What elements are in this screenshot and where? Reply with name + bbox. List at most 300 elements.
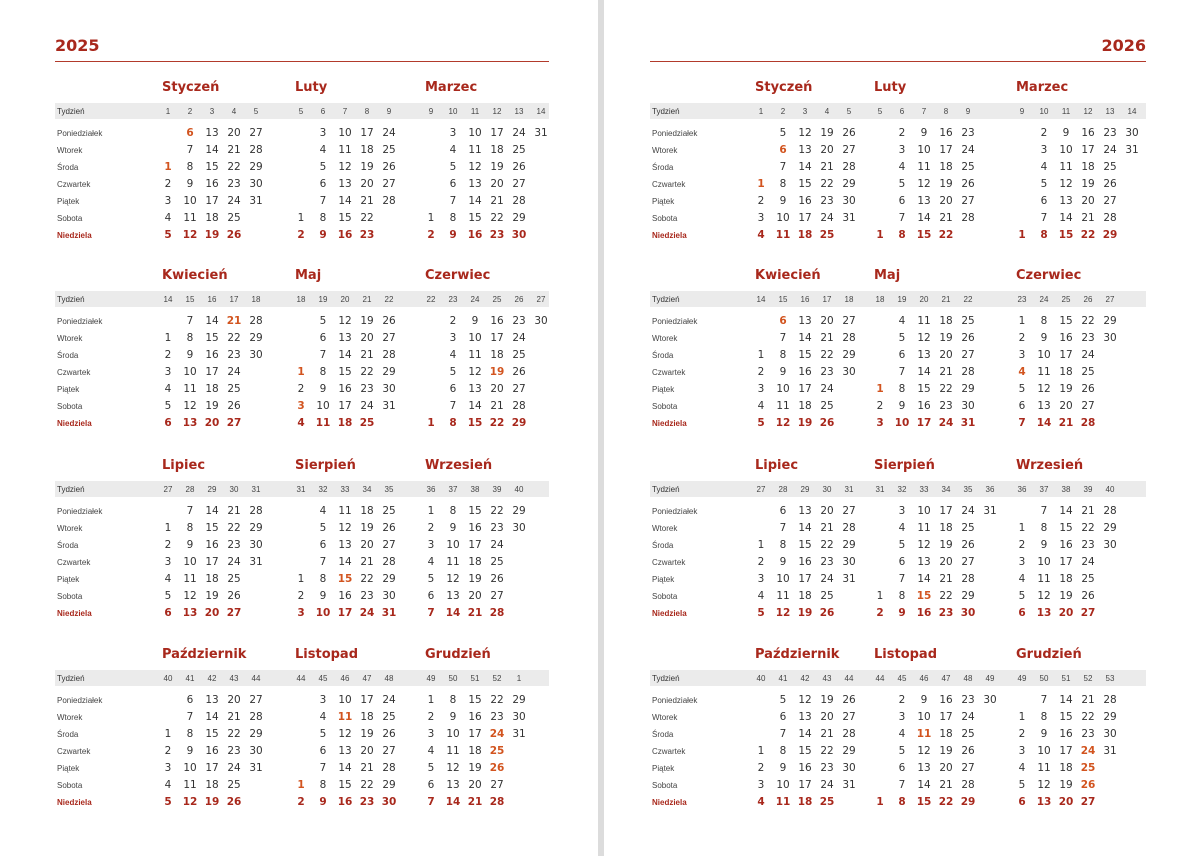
day-cell: 26 [961, 539, 975, 551]
week-number: 24 [470, 295, 480, 304]
day-cell: 30 [1103, 539, 1117, 551]
day-cell: 18 [468, 745, 482, 757]
day-cell: 30 [382, 590, 396, 602]
day-cell: 8 [1040, 315, 1048, 327]
day-cell: 11 [1037, 573, 1051, 585]
day-cell: 17 [490, 332, 504, 344]
day-cell: 4 [898, 161, 906, 173]
day-cell: 23 [359, 796, 375, 808]
day-cell: 27 [961, 762, 975, 774]
day-cell: 24 [227, 366, 241, 378]
week-number: 50 [448, 674, 458, 683]
day-cell: 23 [227, 745, 241, 757]
week-number: 36 [985, 485, 995, 494]
day-cell: 5 [1018, 779, 1026, 791]
day-cell: 10 [315, 607, 331, 619]
day-cell: 29 [512, 505, 526, 517]
month-name: Listopad [295, 647, 359, 662]
day-cell: 11 [468, 144, 482, 156]
day-cell: 2 [297, 383, 305, 395]
day-cell: 12 [1037, 383, 1051, 395]
day-cell: 19 [204, 796, 220, 808]
day-cell: 25 [382, 144, 396, 156]
day-cell: 20 [360, 745, 374, 757]
day-cell: 3 [757, 383, 765, 395]
day-cell: 8 [449, 505, 457, 517]
day-cell: 23 [820, 366, 834, 378]
day-cell: 22 [360, 779, 374, 791]
day-cell: 3 [876, 417, 884, 429]
day-cell: 28 [842, 161, 856, 173]
day-cell: 21 [939, 573, 953, 585]
week-number: 22 [426, 295, 436, 304]
day-cell: 25 [961, 161, 975, 173]
day-cell: 5 [1018, 590, 1026, 602]
day-cell: 28 [842, 522, 856, 534]
week-number: 42 [207, 674, 217, 683]
day-cell: 24 [820, 779, 834, 791]
day-cell: 18 [360, 711, 374, 723]
day-cell: 5 [319, 161, 327, 173]
day-cell: 12 [338, 315, 352, 327]
week-number: 41 [778, 674, 788, 683]
day-cell: 20 [360, 178, 374, 190]
day-cell: 30 [512, 711, 526, 723]
day-cell: 13 [446, 590, 460, 602]
day-cell: 2 [1018, 332, 1026, 344]
day-cell: 31 [381, 607, 397, 619]
day-cell: 25 [1103, 161, 1117, 173]
day-cell: 22 [820, 178, 834, 190]
day-cell: 19 [468, 762, 482, 774]
day-cell: 21 [1081, 505, 1095, 517]
weekday-label: Poniedziałek [57, 317, 103, 326]
day-cell: 22 [938, 229, 954, 241]
month-name: Kwiecień [162, 268, 228, 283]
day-cell: 17 [337, 607, 353, 619]
week-number: 37 [1039, 485, 1049, 494]
day-cell: 13 [182, 417, 198, 429]
day-cell: 25 [490, 556, 504, 568]
day-cell: 11 [1037, 366, 1051, 378]
day-cell: 5 [779, 127, 787, 139]
day-cell: 16 [468, 711, 482, 723]
week-number: 47 [362, 674, 372, 683]
day-cell: 13 [798, 315, 812, 327]
day-cell: 15 [798, 349, 812, 361]
day-cell: 16 [490, 315, 504, 327]
day-cell: 5 [164, 229, 172, 241]
week-number: 9 [386, 107, 392, 116]
weekday-label: Piątek [652, 764, 675, 773]
day-cell: 27 [842, 144, 856, 156]
week-number: 43 [229, 674, 239, 683]
day-cell: 17 [798, 779, 812, 791]
day-cell: 29 [961, 383, 975, 395]
day-cell: 19 [360, 728, 374, 740]
day-cell: 18 [798, 590, 812, 602]
day-cell: 17 [1059, 556, 1073, 568]
day-cell: 27 [490, 590, 504, 602]
day-cell: 16 [798, 556, 812, 568]
day-cell: 28 [382, 556, 396, 568]
day-cell: 12 [1059, 178, 1073, 190]
day-cell: 1 [757, 349, 765, 361]
day-cell: 23 [227, 539, 241, 551]
day-cell: 29 [249, 522, 263, 534]
day-cell: 22 [227, 522, 241, 534]
week-number: 3 [209, 107, 215, 116]
weekday-label: Wtorek [652, 713, 678, 722]
day-cell: 22 [489, 417, 505, 429]
day-cell: 3 [757, 779, 765, 791]
day-cell: 7 [898, 366, 906, 378]
day-cell: 25 [382, 505, 396, 517]
week-number: 21 [941, 295, 951, 304]
month-name: Styczeń [162, 80, 220, 95]
day-cell: 30 [249, 539, 263, 551]
day-cell: 10 [1037, 745, 1051, 757]
week-number: 6 [320, 107, 326, 116]
day-cell: 5 [427, 573, 435, 585]
week-number: 3 [802, 107, 808, 116]
day-cell: 21 [360, 195, 374, 207]
day-cell: 4 [164, 779, 172, 791]
day-cell: 8 [1040, 522, 1048, 534]
weekday-label: Czwartek [57, 180, 91, 189]
weekday-label: Czwartek [652, 558, 686, 567]
day-cell: 8 [898, 590, 906, 602]
day-cell: 25 [819, 796, 835, 808]
day-cell: 8 [449, 212, 457, 224]
day-cell: 24 [382, 694, 396, 706]
week-number: 32 [897, 485, 907, 494]
week-number: 22 [963, 295, 973, 304]
day-cell: 17 [1059, 349, 1073, 361]
day-cell: 25 [512, 349, 526, 361]
day-cell: 18 [1059, 573, 1073, 585]
day-cell: 22 [939, 590, 953, 602]
day-cell: 27 [226, 417, 242, 429]
month-name: Luty [874, 80, 907, 95]
day-cell: 7 [186, 315, 194, 327]
day-cell: 12 [917, 539, 931, 551]
day-cell: 21 [1058, 417, 1074, 429]
day-cell: 29 [512, 212, 526, 224]
day-cell: 21 [467, 796, 483, 808]
day-cell: 16 [939, 694, 953, 706]
week-number: 48 [963, 674, 973, 683]
day-cell: 13 [182, 607, 198, 619]
day-cell: 31 [842, 779, 856, 791]
weekday-label: Czwartek [57, 747, 91, 756]
month-name: Lipiec [755, 458, 799, 473]
day-cell: 13 [1036, 796, 1052, 808]
day-cell: 21 [227, 144, 241, 156]
day-cell: 20 [939, 195, 953, 207]
month-name: Wrzesień [425, 458, 493, 473]
day-cell: 5 [319, 728, 327, 740]
day-cell: 11 [183, 573, 197, 585]
day-cell: 27 [961, 349, 975, 361]
day-cell: 23 [360, 590, 374, 602]
day-cell: 22 [939, 383, 953, 395]
week-number: 44 [875, 674, 885, 683]
day-cell: 29 [249, 332, 263, 344]
day-cell: 30 [249, 745, 263, 757]
day-cell: 31 [842, 573, 856, 585]
day-cell: 29 [1103, 315, 1117, 327]
day-cell: 19 [1059, 590, 1073, 602]
day-cell: 24 [489, 728, 505, 740]
week-number: 28 [185, 485, 195, 494]
day-cell: 2 [1018, 539, 1026, 551]
day-cell: 27 [1103, 195, 1117, 207]
day-cell: 29 [842, 539, 856, 551]
day-cell: 11 [916, 728, 932, 740]
week-number: 45 [318, 674, 328, 683]
day-cell: 28 [842, 332, 856, 344]
weekday-label: Wtorek [652, 146, 678, 155]
day-cell: 14 [917, 366, 931, 378]
week-number: 50 [1039, 674, 1049, 683]
week-number: 23 [448, 295, 458, 304]
day-cell: 9 [920, 127, 928, 139]
day-cell: 28 [382, 195, 396, 207]
weekday-label: Poniedziałek [57, 129, 103, 138]
day-cell: 26 [226, 229, 242, 241]
day-cell: 28 [249, 711, 263, 723]
day-cell: 2 [427, 522, 435, 534]
day-cell: 2 [164, 745, 172, 757]
day-cell: 27 [382, 745, 396, 757]
day-cell: 24 [382, 127, 396, 139]
week-number: 9 [965, 107, 971, 116]
day-cell: 5 [319, 522, 327, 534]
divider-rule [55, 61, 549, 62]
weekday-label: Niedziela [652, 231, 687, 240]
day-cell: 3 [898, 711, 906, 723]
day-cell: 15 [1058, 229, 1074, 241]
day-cell: 9 [186, 745, 194, 757]
week-number: 13 [1105, 107, 1115, 116]
month-name: Czerwiec [1016, 268, 1082, 283]
week-label: Tydzień [652, 485, 680, 494]
day-cell: 4 [1040, 161, 1048, 173]
week-label: Tydzień [57, 107, 85, 116]
day-cell: 18 [798, 400, 812, 412]
day-cell: 6 [779, 315, 787, 327]
day-cell: 5 [427, 762, 435, 774]
day-cell: 1 [427, 417, 435, 429]
day-cell: 1 [757, 178, 765, 190]
day-cell: 23 [820, 762, 834, 774]
day-cell: 16 [205, 745, 219, 757]
day-cell: 10 [446, 539, 460, 551]
month-name: Luty [295, 80, 328, 95]
day-cell: 10 [917, 711, 931, 723]
weekday-label: Wtorek [57, 713, 83, 722]
week-number: 49 [985, 674, 995, 683]
day-cell: 19 [490, 161, 504, 173]
day-cell: 17 [798, 573, 812, 585]
week-number: 17 [822, 295, 832, 304]
week-number: 33 [340, 485, 350, 494]
day-cell: 7 [779, 728, 787, 740]
weekday-label: Czwartek [57, 558, 91, 567]
week-number: 29 [800, 485, 810, 494]
day-cell: 12 [798, 127, 812, 139]
day-cell: 11 [183, 212, 197, 224]
day-cell: 23 [360, 383, 374, 395]
weekday-label: Piątek [57, 197, 80, 206]
weekday-label: Sobota [652, 592, 678, 601]
day-cell: 8 [779, 745, 787, 757]
day-cell: 10 [1059, 144, 1073, 156]
day-cell: 26 [842, 127, 856, 139]
week-number: 23 [1017, 295, 1027, 304]
day-cell: 8 [319, 573, 327, 585]
week-number: 31 [875, 485, 885, 494]
day-cell: 7 [319, 195, 327, 207]
week-number: 18 [251, 295, 261, 304]
day-cell: 26 [227, 400, 241, 412]
day-cell: 26 [382, 522, 396, 534]
day-cell: 7 [449, 400, 457, 412]
day-cell: 29 [960, 796, 976, 808]
day-cell: 2 [297, 796, 305, 808]
week-number: 15 [185, 295, 195, 304]
day-cell: 28 [1080, 417, 1096, 429]
day-cell: 29 [1103, 711, 1117, 723]
day-cell: 20 [939, 762, 953, 774]
day-cell: 14 [205, 711, 219, 723]
day-cell: 15 [205, 332, 219, 344]
day-cell: 11 [776, 400, 790, 412]
day-cell: 6 [1040, 195, 1048, 207]
weekday-label: Piątek [652, 385, 675, 394]
day-cell: 22 [227, 728, 241, 740]
day-cell: 9 [1040, 539, 1048, 551]
day-cell: 30 [842, 556, 856, 568]
day-cell: 24 [227, 195, 241, 207]
day-cell: 24 [938, 417, 954, 429]
day-cell: 21 [820, 161, 834, 173]
day-cell: 23 [227, 349, 241, 361]
day-cell: 28 [489, 607, 505, 619]
day-cell: 12 [798, 694, 812, 706]
day-cell: 26 [512, 366, 526, 378]
day-cell: 18 [205, 779, 219, 791]
day-cell: 26 [961, 178, 975, 190]
day-cell: 4 [898, 522, 906, 534]
quarter-block [55, 268, 549, 438]
day-cell: 3 [757, 573, 765, 585]
day-cell: 29 [249, 728, 263, 740]
day-cell: 16 [1081, 127, 1095, 139]
day-cell: 22 [820, 349, 834, 361]
weekday-label: Niedziela [652, 419, 687, 428]
weekday-label: Środa [652, 163, 674, 172]
day-cell: 30 [1125, 127, 1139, 139]
day-cell: 24 [490, 539, 504, 551]
day-cell: 1 [297, 573, 305, 585]
day-cell: 10 [316, 400, 330, 412]
day-cell: 24 [512, 127, 526, 139]
weekday-label: Piątek [652, 197, 675, 206]
day-cell: 12 [182, 229, 198, 241]
day-cell: 21 [360, 762, 374, 774]
day-cell: 14 [917, 779, 931, 791]
day-cell: 17 [205, 556, 219, 568]
day-cell: 25 [1081, 366, 1095, 378]
day-cell: 2 [164, 178, 172, 190]
day-cell: 15 [205, 161, 219, 173]
month-name: Wrzesień [1016, 458, 1084, 473]
day-cell: 4 [757, 590, 765, 602]
day-cell: 9 [779, 556, 787, 568]
day-cell: 8 [898, 796, 906, 808]
day-cell: 8 [186, 522, 194, 534]
day-cell: 30 [512, 522, 526, 534]
day-cell: 16 [338, 590, 352, 602]
day-cell: 15 [1059, 522, 1073, 534]
day-cell: 18 [205, 573, 219, 585]
day-cell: 22 [1081, 315, 1095, 327]
day-cell: 24 [227, 762, 241, 774]
day-cell: 14 [205, 315, 219, 327]
day-cell: 19 [939, 332, 953, 344]
day-cell: 15 [916, 590, 932, 602]
day-cell: 21 [1081, 694, 1095, 706]
day-cell: 4 [898, 315, 906, 327]
week-number: 40 [163, 674, 173, 683]
weekday-label: Sobota [652, 214, 678, 223]
day-cell: 28 [842, 728, 856, 740]
day-cell: 1 [164, 161, 172, 173]
day-cell: 1 [876, 590, 884, 602]
day-cell: 3 [757, 212, 765, 224]
day-cell: 24 [1080, 745, 1096, 757]
day-cell: 11 [1059, 161, 1073, 173]
week-number: 4 [824, 107, 830, 116]
day-cell: 1 [297, 779, 305, 791]
day-cell: 19 [797, 607, 813, 619]
day-cell: 21 [820, 332, 834, 344]
day-cell: 27 [1080, 607, 1096, 619]
quarter-block [55, 647, 549, 817]
day-cell: 18 [468, 556, 482, 568]
day-cell: 27 [842, 505, 856, 517]
month-name: Styczeń [755, 80, 813, 95]
day-cell: 9 [471, 315, 479, 327]
day-cell: 19 [360, 522, 374, 534]
day-cell: 4 [164, 212, 172, 224]
day-cell: 16 [205, 178, 219, 190]
day-cell: 1 [876, 796, 884, 808]
day-cell: 14 [1059, 505, 1073, 517]
day-cell: 30 [249, 349, 263, 361]
day-cell: 10 [338, 127, 352, 139]
weekday-label: Niedziela [652, 609, 687, 618]
day-cell: 15 [338, 212, 352, 224]
day-cell: 19 [360, 161, 374, 173]
day-cell: 13 [917, 195, 931, 207]
day-cell: 5 [898, 539, 906, 551]
day-cell: 13 [917, 762, 931, 774]
day-cell: 17 [1059, 745, 1073, 757]
week-number: 52 [492, 674, 502, 683]
